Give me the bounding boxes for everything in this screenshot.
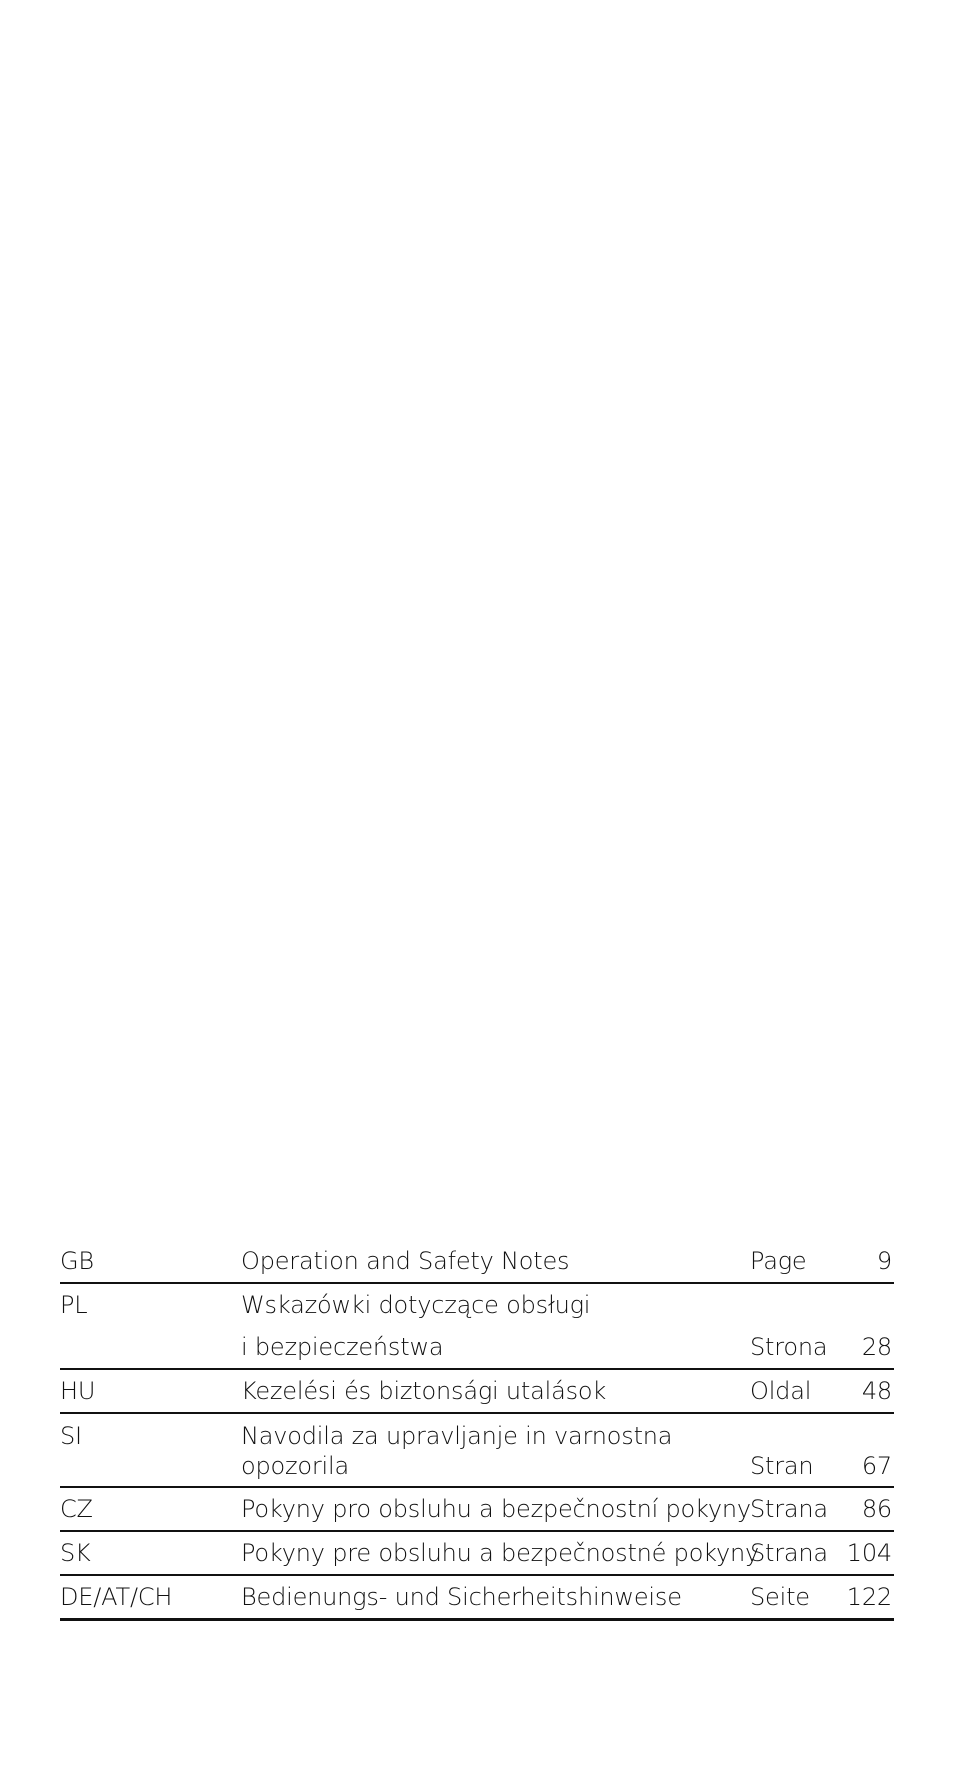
page-label: Strana — [750, 1495, 828, 1523]
section-title: Pokyny pro obsluhu a bezpečnostní pokyny — [241, 1495, 751, 1523]
page-number: 48 — [861, 1377, 892, 1405]
toc-line — [60, 1284, 894, 1326]
page-number: 122 — [846, 1583, 892, 1611]
page-number: 67 — [861, 1452, 892, 1480]
language-code: SI — [60, 1422, 82, 1450]
section-title-continued: opozorila — [241, 1452, 349, 1480]
page-label: Stran — [750, 1452, 814, 1480]
toc-line — [60, 1532, 894, 1574]
section-title: Operation and Safety Notes — [241, 1247, 570, 1275]
section-title: Kezelési és biztonsági utalások — [241, 1377, 607, 1405]
table-of-contents — [60, 1240, 894, 1621]
section-title: Bedienungs- und Sicherheitshinweise — [241, 1583, 682, 1611]
language-code: GB — [60, 1247, 94, 1275]
language-code: CZ — [60, 1495, 93, 1523]
toc-line — [60, 1240, 894, 1282]
language-code: HU — [60, 1377, 96, 1405]
page-label: Strana — [750, 1539, 828, 1567]
toc-row-si — [60, 1414, 894, 1488]
page-label: Strona — [750, 1333, 828, 1361]
toc-row-sk — [60, 1532, 894, 1576]
toc-row-gb — [60, 1240, 894, 1284]
language-code: PL — [60, 1291, 88, 1319]
section-title: Navodila za upravljanje in varnostna — [241, 1422, 673, 1450]
toc-row-pl — [60, 1284, 894, 1370]
section-title: Pokyny pre obsluhu a bezpečnostné pokyny — [241, 1539, 760, 1567]
language-code: SK — [60, 1539, 91, 1567]
toc-line — [60, 1450, 894, 1486]
page-number: 86 — [861, 1495, 892, 1523]
toc-row-cz — [60, 1488, 894, 1532]
toc-line — [60, 1370, 894, 1412]
toc-line — [60, 1414, 894, 1450]
page-label: Seite — [750, 1583, 810, 1611]
page-number: 9 — [876, 1247, 892, 1275]
page-number: 28 — [861, 1333, 892, 1361]
language-code: DE/AT/CH — [60, 1583, 173, 1611]
section-title: Wskazówki dotyczące obsługi — [241, 1291, 591, 1319]
toc-row-hu — [60, 1370, 894, 1414]
toc-line — [60, 1488, 894, 1530]
toc-line — [60, 1326, 894, 1368]
toc-line — [60, 1576, 894, 1618]
toc-row-de-at-ch — [60, 1576, 894, 1621]
page-number: 104 — [846, 1539, 892, 1567]
section-title-continued: i bezpieczeństwa — [241, 1333, 444, 1361]
page-label: Page — [750, 1247, 807, 1275]
page-label: Oldal — [750, 1377, 812, 1405]
